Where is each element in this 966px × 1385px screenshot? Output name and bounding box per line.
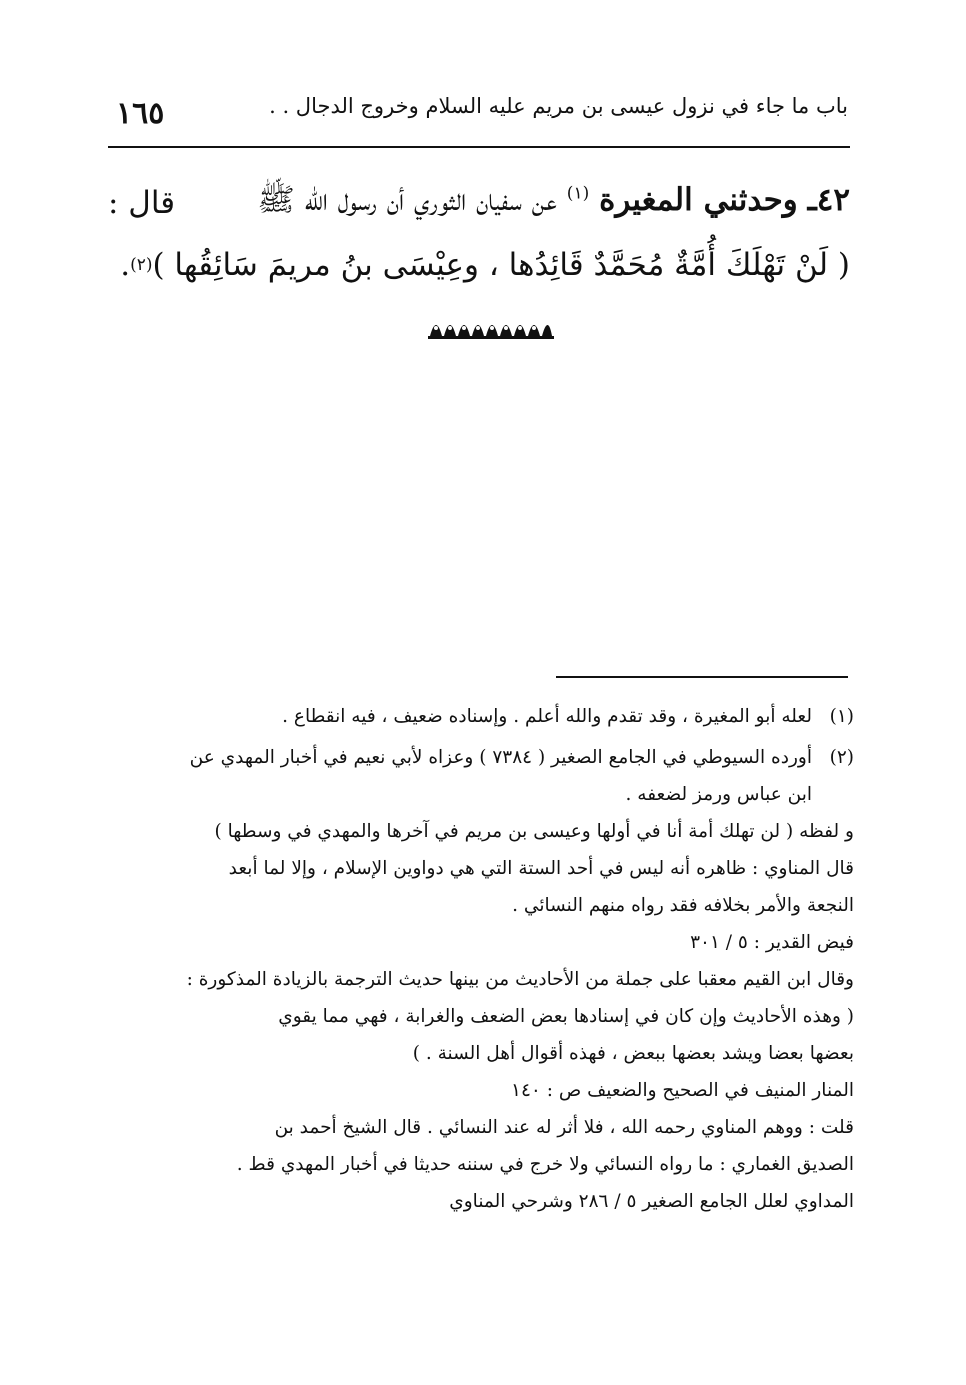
hadith-line-2: [108, 234, 850, 296]
hadith-said: قال :: [108, 185, 176, 221]
hadith-text: ( لَنْ تَهْلَكَ أُمَّةٌ مُحَمَّدٌ قَائِدُها ، وعِيْسَى بنُ مريمَ سَائِقُها ): [152, 247, 850, 283]
footnote-line: النجعة والأمر بخلافه فقد رواه منهم النسائي .: [512, 895, 854, 916]
hadith-opening: [257, 181, 850, 226]
footnote-1: [112, 698, 854, 735]
header-rule: [108, 146, 850, 148]
hadith-narrator: وحدثني المغيرة: [599, 181, 798, 218]
hadith-end: .: [120, 247, 131, 283]
footnote-line: و لفظه ( لن تهلك أمة أنا في أولها وعيسى بن مريم في آخرها والمهدي في وسطها ): [214, 821, 854, 842]
footnote-2-continuation: [112, 813, 854, 1220]
footnote-separator: [556, 676, 848, 678]
footnote-line: قلت : ووهم المناوي رحمه الله ، فلا أثر له عند النسائي . قال الشيخ أحمد بن: [274, 1117, 854, 1138]
footnote-line: ابن عباس ورمز لضعفه .: [625, 784, 812, 805]
footnote-line: بعضها بعضا ويشد بعضها ببعض ، فهذه أقوال أهل السنة . ): [412, 1043, 854, 1064]
footnote-ref-1[interactable]: (١): [566, 183, 590, 204]
hadith-number: ٤٢ـ: [807, 181, 850, 218]
footnote-line: وقال ابن القيم معقبا على جملة من الأحاديث من بينها حديث الترجمة بالزيادة المذكورة :: [186, 969, 854, 990]
footnote-line: ( وهذه الأحاديث وإن كان في إسنادها بعض الضعف والغرابة ، فهي مما يقوي: [278, 1006, 854, 1027]
running-title: باب ما جاء في نزول عيسى بن مريم عليه السلام وخروج الدجال . .: [269, 94, 848, 118]
footnote-line: الصديق الغماري : ما رواه النسائي ولا خرج في سننه حديثا في أخبار المهدي قط .: [236, 1154, 854, 1175]
footnotes: [112, 698, 854, 1220]
page-header: [108, 88, 848, 146]
footnote-line: المنار المنيف في الصحيح والضعيف ص : ١٤٠: [511, 1080, 854, 1101]
hadith-line-1: [108, 172, 850, 234]
footnote-line: قال المناوي : ظاهره أنه ليس في أحد الستة التي هي دواوين الإسلام ، وإلا لما أبعد: [228, 858, 854, 879]
footnote-number: (١): [829, 706, 854, 727]
hadith-block: [108, 172, 850, 296]
footnote-2: [112, 739, 854, 1220]
footnote-ref-2[interactable]: (٢): [130, 255, 153, 275]
footnote-line: أورده السيوطي في الجامع الصغير ( ٧٣٨٤ ) وعزاه لأبي نعيم في أخبار المهدي عن: [189, 747, 812, 768]
page-number: ١٦٥: [116, 96, 165, 131]
footnote-line: لعله أبو المغيرة ، وقد تقدم والله أعلم . وإسناده ضعيف ، فيه انقطاع .: [282, 706, 812, 727]
footnote-line: فيض القدير : ٥ / ٣٠١: [690, 932, 854, 953]
decorative-ornament: [428, 312, 554, 340]
hadith-chain: عن سفيان الثوري أن رسول الله ﷺ: [257, 181, 557, 218]
footnote-number: (٢): [829, 747, 854, 768]
footnote-line: المداوي لعلل الجامع الصغير ٥ / ٢٨٦ وشرحي المناوي: [449, 1191, 854, 1212]
